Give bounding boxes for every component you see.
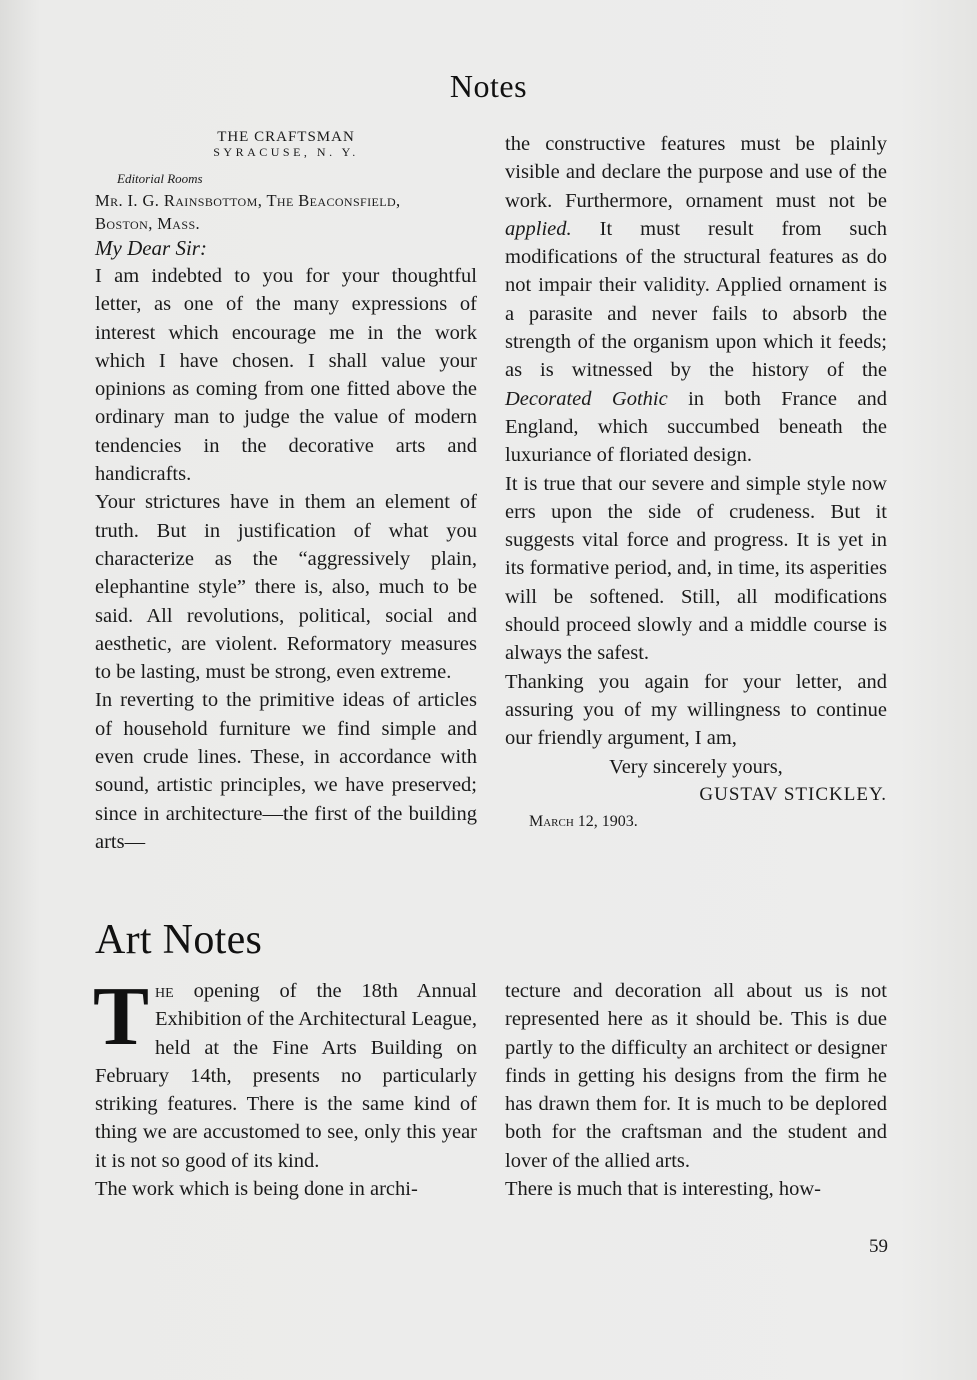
drop-cap: T bbox=[93, 970, 150, 1063]
letter-paragraph-6: Thanking you again for your letter, and assuring you of my willingness to continue our friendly argument, I am, bbox=[505, 670, 887, 750]
letter-date: March 12, 1903. bbox=[529, 813, 638, 831]
letter-paragraph-4 bbox=[505, 130, 887, 470]
p4-part-c: in both France and England, which succumbed beneath the luxuriance of floriated design. bbox=[505, 387, 887, 467]
section-title-art-notes: Art Notes bbox=[95, 917, 263, 963]
letter-signature: GUSTAV STICKLEY. bbox=[699, 783, 887, 805]
drop-cap-continuation: he bbox=[155, 980, 174, 1002]
letter-paragraph-5: It is true that our severe and simple style now errs upon the side of crudeness. But it suggests vital force and progress. It is yet in its formative period, and, in time, its asperities will be softened. Still, all modifications should proceed slowly and a middle course is always the safest. bbox=[505, 472, 887, 665]
letter-left-column bbox=[95, 130, 477, 856]
letter-right-column bbox=[505, 130, 887, 835]
p4-emphasis-applied: applied. bbox=[505, 217, 572, 240]
letterhead-name: THE CRAFTSMAN bbox=[217, 129, 355, 145]
art-notes-paragraph-2-continued: tecture and decoration all about us is not represented here as it should be. This is due partly to the difficulty an architect or designer finds in getting his designs from the firm he has drawn them for. It is much to be deplored both for the craftsman and the student and lover of the allied arts. bbox=[505, 980, 887, 1172]
art-notes-left-column bbox=[93, 970, 477, 1203]
addressee-line-2: Boston, Mass. bbox=[95, 214, 201, 233]
letter-paragraph-2: Your strictures have in them an element of truth. But in justification of what you characterize as the “aggressively plain, elephantine style” there is, also, much to be said. All revolutions, political, social and aesthetic, are violent. Reformatory measures to be lasting, must be strong, even extreme. bbox=[95, 491, 477, 684]
art-notes-right-column bbox=[505, 977, 887, 1203]
art-notes-paragraph-3: There is much that is interesting, how- bbox=[505, 1178, 821, 1201]
art-notes-paragraph-2: The work which is being done in archi- bbox=[95, 1178, 418, 1201]
p4-part-a: the constructive features must be plainly visible and declare the purpose and use of the work. Furthermore, ornament must not be bbox=[505, 133, 887, 212]
p4-emphasis-gothic: Decorated Gothic bbox=[505, 387, 668, 410]
letter-closing: Very sincerely yours, bbox=[609, 755, 783, 778]
p4-part-b: It must result from such modifications of the structural features as do not impair their validity. Applied ornament is a parasite and never fails to absorb the strength of the organism upon which it feeds; as is witnessed by the history of the bbox=[505, 217, 887, 382]
letter-paragraph-3: In reverting to the primitive ideas of articles of household furniture we find simple and even crude lines. These, in accordance with sound, artistic principles, we have preserved; since in architecture—the first of the building arts— bbox=[95, 689, 477, 853]
running-head: Notes bbox=[449, 68, 528, 104]
letter-paragraph-1: I am indebted to you for your thoughtful letter, as one of the many expressions of interest which encourage me in the work which I have chosen. I shall value your opinions as coming from one fitted above the ordinary man to judge the value of modern tendencies in the decorative arts and handicrafts. bbox=[95, 265, 477, 486]
editorial-rooms: Editorial Rooms bbox=[117, 171, 203, 186]
letterhead-city: SYRACUSE, N. Y. bbox=[213, 145, 359, 159]
addressee-line-1: Mr. I. G. Rainsbottom, The Beaconsfield, bbox=[95, 191, 401, 210]
art-notes-paragraph-1 bbox=[93, 970, 477, 1175]
salutation: My Dear Sir: bbox=[95, 236, 207, 260]
page-number: 59 bbox=[869, 1236, 888, 1257]
art-notes-paragraph-1-text: opening of the 18th Annual Exhibition of the Architectural League, held at the Fine Arts Building on February 14th, presents no particularly striking features. There is the same kind of thing we are accustomed to see, only this year it is not so good of its kind. bbox=[95, 980, 477, 1172]
